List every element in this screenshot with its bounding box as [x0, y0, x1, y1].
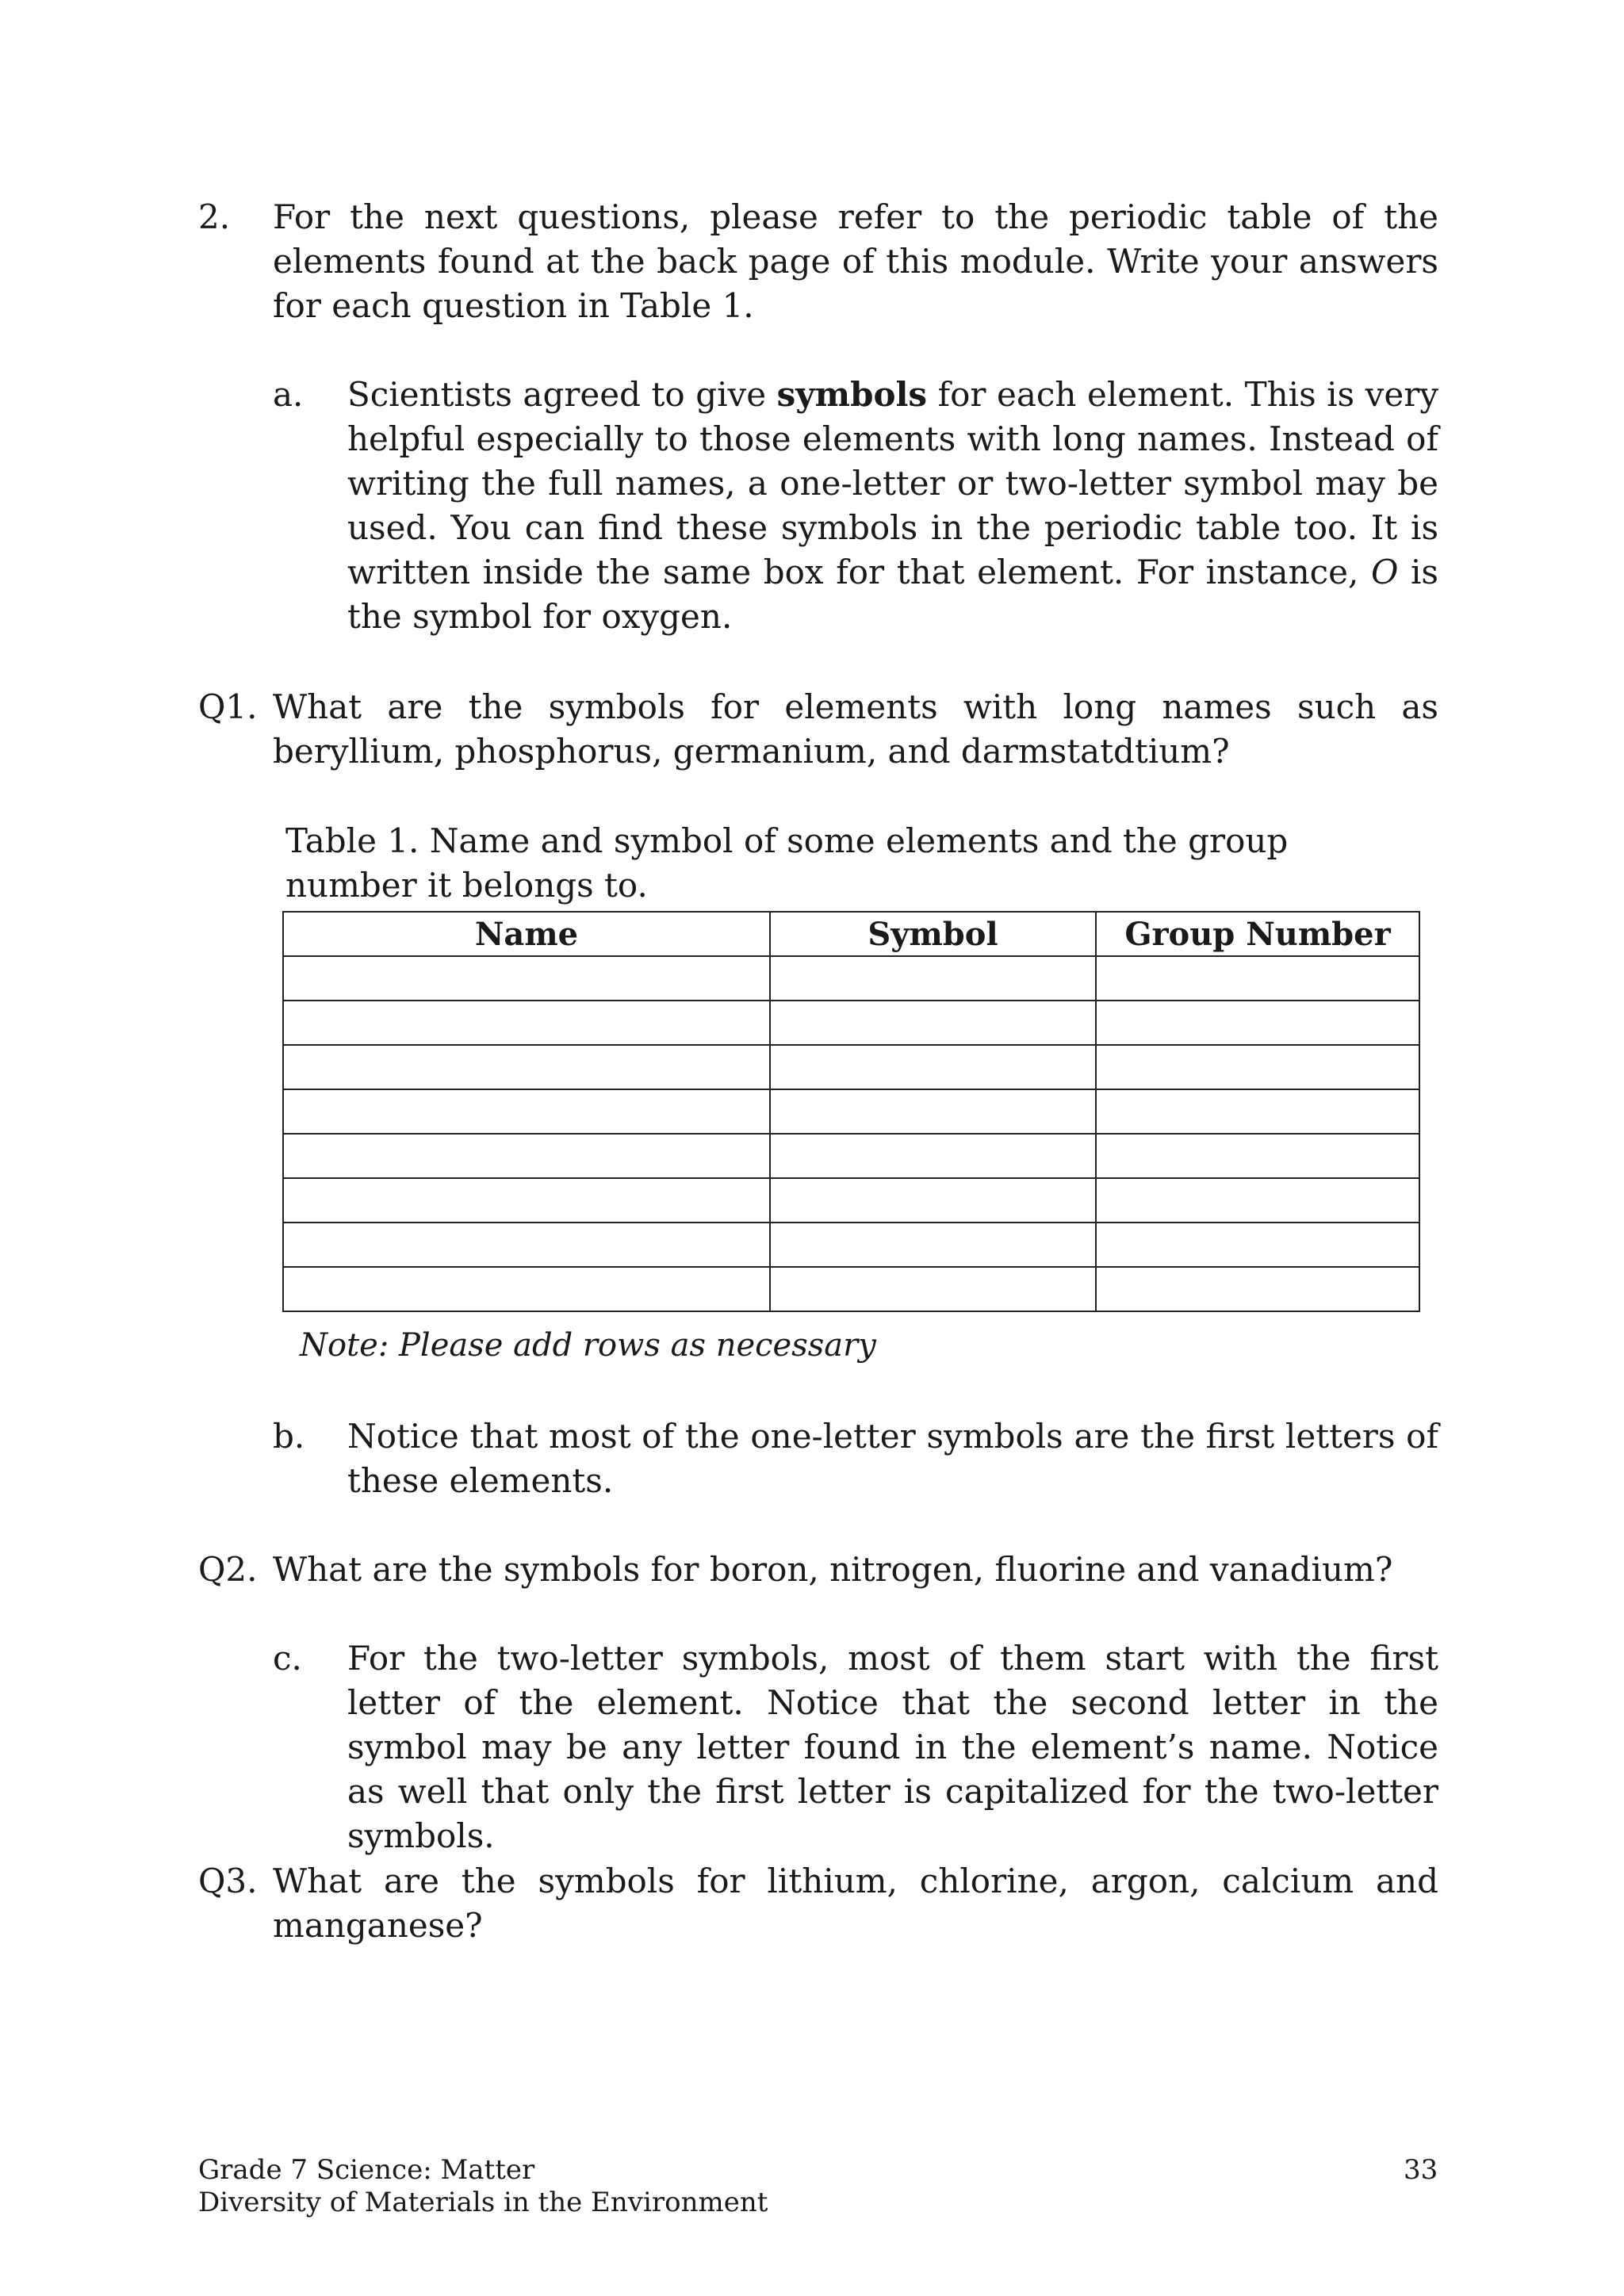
item-letter-c: c.: [273, 1639, 302, 1678]
item-a-text-part: Scientists agreed to give: [347, 375, 777, 414]
column-header-symbol: Symbol: [770, 912, 1096, 956]
table-note: Note: Please add rows as necessary: [300, 1327, 876, 1364]
table-row: [283, 1178, 1419, 1223]
footer-module-title: Diversity of Materials in the Environment: [198, 2187, 768, 2218]
question-q1-text: What are the symbols for elements with long names such as beryllium, phosphorus, germanium, and darmstatdtium?: [273, 687, 1438, 771]
item-a-text-part: is the symbol for oxygen.: [347, 553, 1438, 636]
question-label-q1: Q1.: [198, 687, 258, 726]
table-cell: [1096, 1001, 1419, 1045]
column-header-name: Name: [283, 912, 770, 956]
table-cell: [770, 1134, 1096, 1178]
item-letter-a: a.: [273, 375, 304, 414]
table-cell: [1096, 1267, 1419, 1311]
page-number: 33: [1404, 2154, 1438, 2186]
table-cell: [770, 1001, 1096, 1045]
table-row: [283, 1223, 1419, 1267]
table-cell: [283, 1178, 770, 1223]
table-cell: [283, 956, 770, 1001]
item-number: 2.: [198, 197, 231, 236]
table-cell: [1096, 956, 1419, 1001]
table-row: [283, 956, 1419, 1001]
table-cell: [1096, 1045, 1419, 1089]
table-cell: [770, 1223, 1096, 1267]
table-row: [283, 1089, 1419, 1134]
table-cell: [1096, 1178, 1419, 1223]
table-header-row: [283, 912, 1419, 956]
table-caption: Table 1. Name and symbol of some elements and the group number it belongs to.: [285, 821, 1289, 905]
table-cell: [770, 1089, 1096, 1134]
table-cell: [1096, 1134, 1419, 1178]
table-row: [283, 1267, 1419, 1311]
table-cell: [283, 1089, 770, 1134]
item-b-text: Notice that most of the one-letter symbols are the first letters of these elements.: [347, 1417, 1438, 1500]
table-cell: [770, 1045, 1096, 1089]
question-label-q2: Q2.: [198, 1550, 258, 1589]
item-c-text: For the two-letter symbols, most of them start with the first letter of the element. Notice that the second letter in the symbol may be any letter found in the element’s name. Notice as well that only the first letter is capitalized for the two-letter symbols.: [347, 1639, 1438, 1855]
item-a-text-part: for each element. This is very helpful especially to those elements with long names. Instead of writing the full names, a one-letter or two-letter symbol may be used. You can find these symbols in the periodic table too. It is written inside the same box for that element. For instance,: [347, 375, 1439, 591]
item-a-text: [347, 373, 1438, 639]
question-q3-text: What are the symbols for lithium, chlorine, argon, calcium and manganese?: [273, 1862, 1438, 1945]
table-row: [283, 1134, 1419, 1178]
question-label-q3: Q3.: [198, 1862, 258, 1900]
column-header-group-number: Group Number: [1096, 912, 1419, 956]
table-row: [283, 1001, 1419, 1045]
table-cell: [770, 1178, 1096, 1223]
footer-course-title: Grade 7 Science: Matter: [198, 2154, 535, 2186]
elements-table: [282, 911, 1420, 1312]
item-a-italic-symbol: O: [1370, 553, 1399, 591]
table-cell: [283, 1134, 770, 1178]
table-body: [283, 956, 1419, 1311]
table-cell: [770, 1267, 1096, 1311]
item-letter-b: b.: [273, 1417, 305, 1456]
question-q2-text: What are the symbols for boron, nitrogen, fluorine and vanadium?: [273, 1550, 1393, 1589]
table-cell: [283, 1045, 770, 1089]
table-cell: [283, 1001, 770, 1045]
table-cell: [283, 1223, 770, 1267]
table-cell: [1096, 1089, 1419, 1134]
table-cell: [283, 1267, 770, 1311]
table-cell: [1096, 1223, 1419, 1267]
item-a-bold-term: symbols: [776, 375, 928, 414]
table-row: [283, 1045, 1419, 1089]
item-2-text: For the next questions, please refer to the periodic table of the elements found at the back page of this module. Write your answers for each question in Table 1.: [273, 197, 1438, 325]
table-cell: [770, 956, 1096, 1001]
